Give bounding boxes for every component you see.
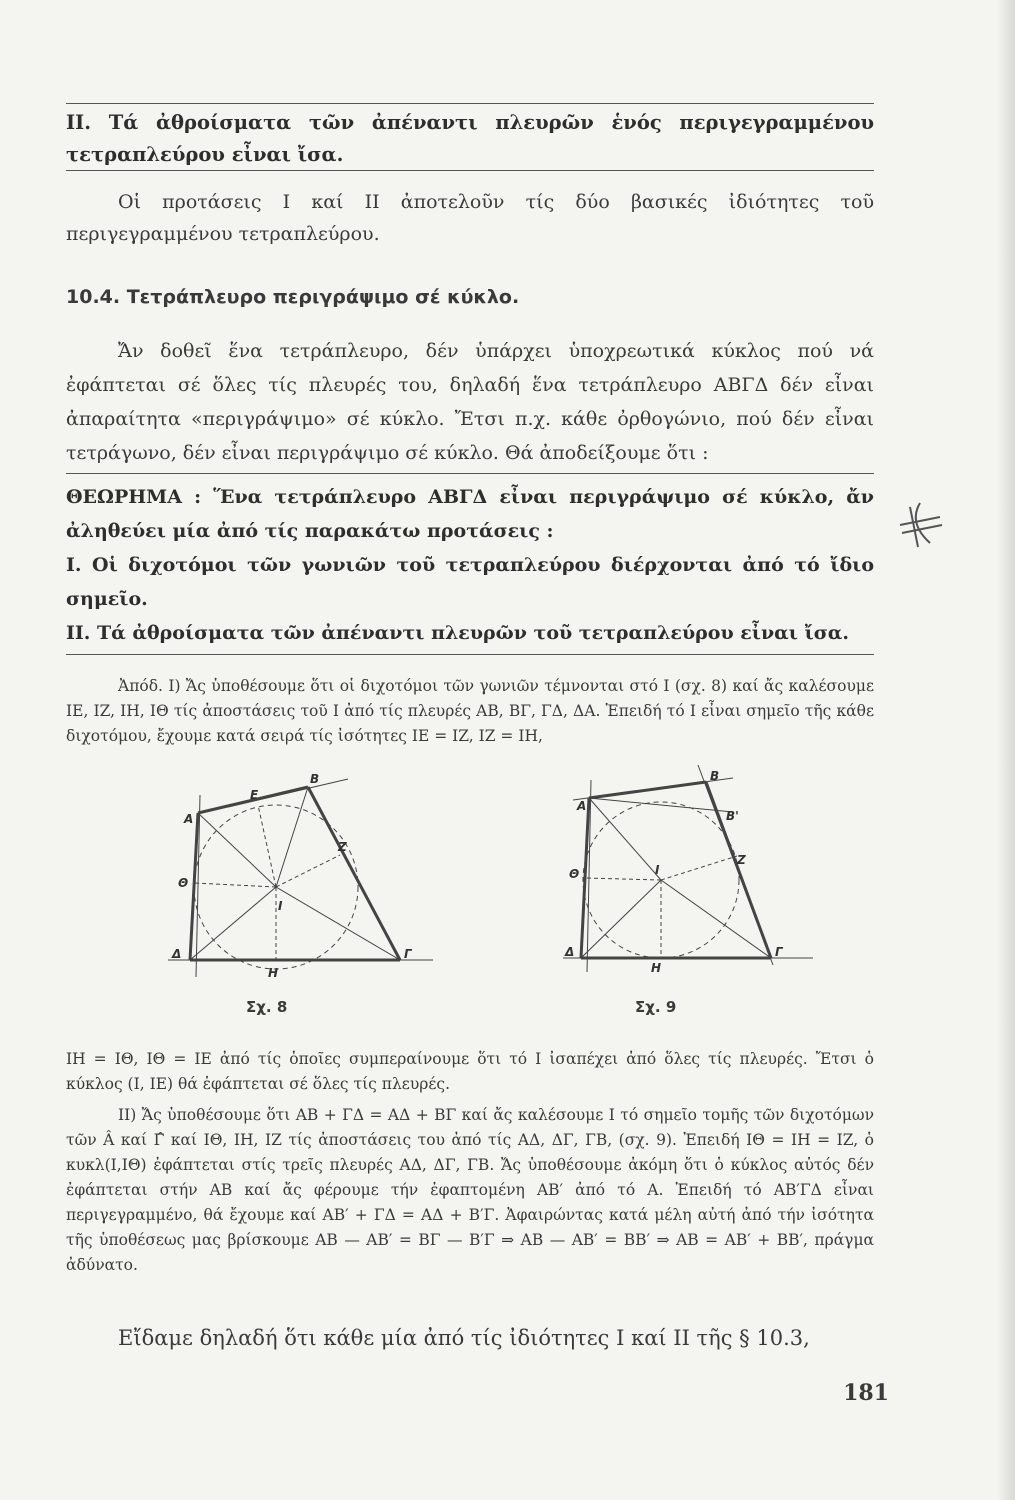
proof-part-2: IH = IΘ, IΘ = IE ἀπό τίς ὁποῖες συμπεραίνουμε ὅτι τό I ἰσαπέχει ἀπό ὅλες τίς πλευρές. Ἔτσι ὁ κύκλος (I, IE) θά ἐφάπτεται σέ ὅλες τίς πλευρές. — [66, 1050, 874, 1093]
fig8-bisector-a — [198, 813, 276, 887]
fig8-ext-b — [228, 779, 348, 807]
fig8-label-d: Δ — [172, 947, 182, 961]
rule-after-statement — [66, 170, 874, 171]
fig9-label-g: Γ — [775, 945, 783, 959]
fig8-label-h: H — [268, 966, 279, 980]
top-statement: II. Τά ἀθροίσματα τῶν ἀπέναντι πλευρῶν ἑνός περιγεγραμμένου τετραπλεύρου εἶναι ἴσα. — [66, 111, 874, 166]
section-heading: 10.4. Τετράπλευρο περιγράψιμο σέ κύκλο. — [66, 286, 520, 308]
fig9-iz — [661, 856, 737, 880]
page-edge-shadow — [997, 0, 1015, 1500]
proof-part-1: Ἀπόδ. I) Ἄς ὑποθέσουμε ὅτι οἱ διχοτόμοι τῶν γωνιῶν τέμνονται στό I (σχ. 8) καί ἄς καλέσουμε IE, IZ, IH, IΘ τίς ἀποστάσεις τοῦ I ἀπό τίς πλευρές AB, ΒΓ, ΓΔ, ΔΑ. Ἐπειδή τό I εἶναι σημεῖο τῆς κάθε διχοτόμου, ἔχουμε κατά σειρά τίς ἰσότητες IE = IZ, IZ = IH, — [66, 677, 874, 745]
fig8-label-b: B — [310, 772, 320, 786]
fig9-label-z: Z — [737, 853, 746, 867]
fig9-label-i: I — [655, 863, 660, 877]
fig9-label-b: B — [710, 769, 720, 783]
pen-mark-icon — [890, 495, 950, 555]
figure-9 — [563, 760, 823, 975]
fig8-label-e: E — [250, 788, 259, 802]
fig8-bisector-b — [276, 787, 308, 887]
fig8-ie — [258, 805, 276, 887]
fig8-label-a: A — [184, 812, 194, 826]
fig9-label-b-prime: B' — [726, 809, 739, 823]
figure-8 — [168, 755, 438, 980]
fig9-label-h: H — [651, 961, 662, 975]
fig8-iz — [276, 855, 340, 887]
fig8-label-g: Γ — [404, 947, 412, 961]
fig9-label-th: Θ — [569, 867, 580, 881]
fig9-bisector-a — [589, 798, 661, 880]
closing-line: Εἴδαμε δηλαδή ὅτι κάθε μία ἀπό τίς ἰδιότητες I καί II τῆς § 10.3, — [118, 1326, 810, 1350]
figure-8-caption: Σχ. 8 — [246, 998, 288, 1016]
fig8-label-z: Z — [338, 840, 347, 854]
fig9-label-d: Δ — [565, 945, 575, 959]
fig9-line-d — [581, 880, 661, 958]
fig9-bisector-g — [661, 880, 771, 958]
fig9-ith — [585, 878, 661, 880]
intro-paragraph: Οἱ προτάσεις I καί II ἀποτελοῦν τίς δύο βασικές ἰδιότητες τοῦ περιγεγραμμένου τετραπλεύρου. — [66, 191, 874, 245]
fig8-label-th: Θ — [178, 876, 189, 890]
figure-9-caption: Σχ. 9 — [635, 998, 677, 1016]
proof-part-3: II) Ἄς ὑποθέσουμε ὅτι ΑΒ + ΓΔ = ΑΔ + ΒΓ καί ἄς καλέσουμε I τό σημεῖο τομῆς τῶν διχοτόμων τῶν Â καί Γ̂ καί IΘ, IH, IZ τίς ἀποστάσεις του ἀπό τίς ΑΔ, ΔΓ, ΓΒ, (σχ. 9). Ἐπειδή IΘ = IH = IZ, ὁ κυκλ(I,IΘ) ἐφάπτεται στίς τρεῖς πλευρές ΑΔ, ΔΓ, ΓΒ. Ἄς ὑποθέσουμε ἀκόμη ὅτι ὁ κύκλος αὐτός δέν ἐφάπτεται στήν ΑΒ καί ἄς φέρουμε τήν ἐφαπτομένη ΑΒ′ ἀπό τό Α. Ἐπειδή τό ΑΒ′ΓΔ εἶναι περιγεγραμμένο, θά ἔχουμε καί ΑΒ′ + ΓΔ = ΑΔ + Β′Γ. Ἀφαιρώντας κατά μέλη αὐτή ἀπό τήν ἰσότητα τῆς ὑποθέσεως μας βρίσκουμε ΑΒ — ΑΒ′ = ΒΓ — Β′Γ ⇒ ΑΒ — ΑΒ′ = ΒΒ′ ⇒ ΑΒ = ΑΒ′ + ΒΒ′, πράγμα ἀδύνατο. — [66, 1106, 874, 1274]
fig8-side-bg — [308, 787, 400, 960]
section-paragraph: Ἄν δοθεῖ ἕνα τετράπλευρο, δέν ὑπάρχει ὑποχρεωτικά κύκλος πού νά ἐφάπτεται σέ ὅλες τίς πλευρές του, δηλαδή ἕνα τετράπλευρο ΑΒΓΔ δέν εἶναι ἀπαραίτητα «περιγράψιμο» σέ κύκλο. Ἔτσι π.χ. κάθε ὀρθογώνιο, πού δέν εἶναι τετράγωνο, δέν εἶναι περιγράψιμο σέ κύκλο. Θά ἀποδείξουμε ὅτι : — [66, 340, 874, 464]
top-rule — [66, 103, 874, 104]
fig8-label-i: I — [278, 899, 283, 913]
fig9-label-a: A — [577, 799, 587, 813]
fig8-ith — [194, 883, 276, 887]
theorem-bottom-rule — [66, 654, 874, 655]
theorem-item-1: I. Οἱ διχοτόμοι τῶν γωνιῶν τοῦ τετραπλεύρου διέρχονται ἀπό τό ἴδιο σημεῖο. — [66, 554, 874, 610]
theorem-top-rule — [66, 473, 874, 474]
theorem-intro: ΘΕΩΡΗΜΑ : Ἕνα τετράπλευρο ΑΒΓΔ εἶναι περιγράψιμο σέ κύκλο, ἄν ἀληθεύει μία ἀπό τίς παρακάτω προτάσεις : — [66, 486, 874, 542]
theorem-item-2: II. Τά ἀθροίσματα τῶν ἀπέναντι πλευρῶν τοῦ τετραπλεύρου εἶναι ἴσα. — [66, 622, 850, 644]
page-number: 181 — [843, 1380, 889, 1406]
